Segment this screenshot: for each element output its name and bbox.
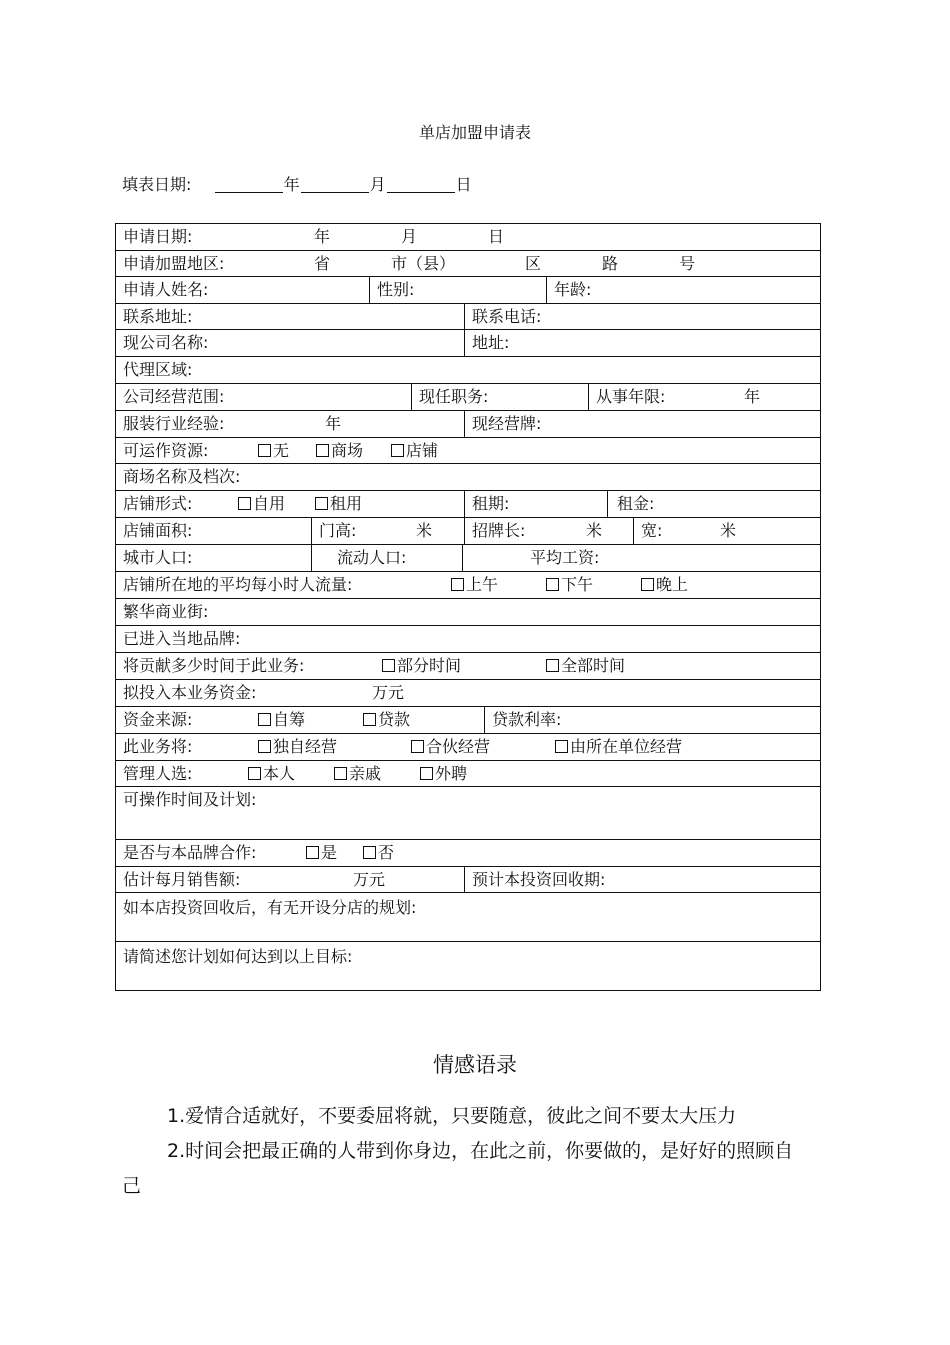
traffic-label: 店铺所在地的平均每小时人流量: [123, 575, 353, 594]
quote-item: 2.时间会把最正确的人带到你身边，在此之前，你要做的，是好好的照顾自己 [122, 1140, 794, 1197]
branch-label: 如本店投资回收后，有无开设分店的规划: [123, 898, 417, 917]
fund-loan-label: 贷款 [378, 710, 411, 729]
checkbox[interactable] [641, 578, 654, 591]
resources-label: 可运作资源: [123, 441, 209, 460]
store-form-label: 店铺形式: [123, 494, 193, 513]
brand-field[interactable] [464, 411, 820, 438]
row-population [116, 544, 820, 572]
width-label: 宽: [641, 521, 663, 540]
area-field[interactable] [116, 518, 311, 545]
checkbox[interactable] [363, 846, 376, 859]
sales-field[interactable] [116, 867, 464, 893]
operation-partner-label: 合伙经营 [426, 737, 491, 756]
years-field[interactable] [588, 384, 820, 411]
brands-field[interactable] [116, 626, 820, 653]
payback-label: 预计本投资回收期: [472, 870, 606, 889]
rate-label: 贷款利率: [492, 710, 562, 729]
row-cooperate [116, 839, 820, 867]
sales-unit: 万元 [353, 870, 386, 889]
row-time [116, 652, 820, 680]
apply-year: 年 [314, 227, 331, 246]
resource-store-label: 店铺 [406, 441, 439, 460]
cooperate-field [116, 840, 820, 867]
row-agent-area [116, 356, 820, 384]
store-own-label: 自用 [253, 494, 286, 513]
row-applicant [116, 276, 820, 304]
fill-day-unit: 日 [455, 175, 472, 194]
checkbox[interactable] [420, 767, 433, 780]
company-name-label: 现公司名称: [123, 333, 209, 352]
rent-label: 租金: [617, 494, 655, 513]
mall-field[interactable] [116, 464, 820, 491]
sign-unit: 米 [586, 521, 603, 540]
checkbox[interactable] [258, 740, 271, 753]
cooperate-option-no[interactable] [363, 840, 394, 866]
row-store-size [116, 517, 820, 545]
traffic-morning-label: 上午 [466, 575, 499, 594]
checkbox[interactable] [258, 713, 271, 726]
years-unit: 年 [744, 387, 761, 406]
application-form [115, 223, 821, 991]
brands-label: 已进入当地品牌: [123, 629, 241, 648]
traffic-option-evening[interactable] [641, 572, 688, 598]
form-title: 单店加盟申请表 [418, 123, 531, 142]
traffic-afternoon-label: 下午 [561, 575, 594, 594]
checkbox[interactable] [306, 846, 319, 859]
plan-field[interactable] [116, 787, 820, 840]
fill-month-input[interactable] [301, 178, 369, 193]
row-store-form [116, 490, 820, 518]
traffic-option-afternoon[interactable] [546, 572, 593, 598]
position-field[interactable] [411, 384, 588, 411]
row-traffic [116, 571, 820, 599]
operation-option-unit[interactable] [555, 734, 682, 760]
resource-option-mall[interactable] [316, 438, 363, 464]
phone-field[interactable] [464, 304, 820, 330]
gender-label: 性别: [377, 280, 415, 299]
fund-self-label: 自筹 [273, 710, 306, 729]
fill-date [122, 172, 472, 195]
manager-field [116, 761, 820, 787]
salary-field[interactable] [462, 545, 820, 572]
store-option-own[interactable] [238, 491, 285, 517]
rent-field[interactable] [607, 491, 820, 518]
region-city: 市（县） [391, 254, 456, 273]
row-goal [116, 941, 820, 991]
operation-option-partner[interactable] [411, 734, 490, 760]
region-road: 路 [602, 254, 619, 273]
age-label: 年龄: [554, 280, 592, 299]
manager-option-relative[interactable] [334, 761, 381, 787]
fund-option-loan[interactable] [363, 707, 410, 733]
sign-field[interactable] [464, 518, 633, 545]
company-name-field[interactable] [116, 330, 464, 357]
checkbox[interactable] [546, 578, 559, 591]
payback-field[interactable] [464, 867, 820, 893]
name-label: 申请人姓名: [123, 280, 209, 299]
time-label: 将贡献多少时间于此业务: [123, 656, 305, 675]
floating-pop-field[interactable] [311, 545, 462, 572]
time-full-label: 全部时间 [561, 656, 626, 675]
traffic-evening-label: 晚上 [656, 575, 689, 594]
investment-label: 拟投入本业务资金: [123, 683, 257, 702]
row-plan [116, 786, 820, 840]
time-option-part[interactable] [382, 653, 461, 679]
floating-pop-label: 流动人口: [337, 548, 407, 567]
checkbox[interactable] [334, 767, 347, 780]
operation-option-alone[interactable] [258, 734, 337, 760]
row-region [116, 250, 820, 277]
width-unit: 米 [720, 521, 737, 540]
resource-option-store[interactable] [391, 438, 438, 464]
age-field[interactable] [546, 277, 820, 304]
fill-day-input[interactable] [387, 178, 455, 193]
fund-option-self[interactable] [258, 707, 305, 733]
time-part-label: 部分时间 [397, 656, 462, 675]
row-experience [116, 410, 820, 438]
manager-hire-label: 外聘 [435, 764, 468, 783]
resource-mall-label: 商场 [331, 441, 364, 460]
scope-label: 公司经营范围: [123, 387, 225, 406]
store-rent-label: 租用 [330, 494, 363, 513]
checkbox[interactable] [382, 659, 395, 672]
time-field [116, 653, 820, 680]
fill-year-unit: 年 [283, 175, 300, 194]
goal-label: 请简述您计划如何达到以上目标: [123, 947, 353, 966]
row-mall [116, 463, 820, 491]
row-branch [116, 892, 820, 942]
salary-label: 平均工资: [530, 548, 600, 567]
time-option-full[interactable] [546, 653, 625, 679]
region-province: 省 [314, 254, 331, 273]
agent-area-field[interactable] [116, 357, 820, 384]
row-sales [116, 866, 820, 893]
experience-field[interactable] [116, 411, 464, 438]
investment-unit: 万元 [372, 683, 405, 702]
name-field[interactable] [116, 277, 369, 304]
row-fund [116, 706, 820, 734]
checkbox[interactable] [546, 659, 559, 672]
row-brands [116, 625, 820, 653]
region-label: 申请加盟地区: [123, 254, 225, 273]
manager-self-label: 本人 [263, 764, 296, 783]
operation-unit-label: 由所在单位经营 [570, 737, 683, 756]
row-street [116, 598, 820, 626]
area-label: 店铺面积: [123, 521, 193, 540]
door-field[interactable] [311, 518, 464, 545]
experience-label: 服装行业经验: [123, 414, 225, 433]
manager-relative-label: 亲戚 [349, 764, 382, 783]
operation-alone-label: 独自经营 [273, 737, 338, 756]
region-field[interactable] [116, 251, 820, 277]
resource-option-none[interactable] [258, 438, 289, 464]
checkbox[interactable] [248, 767, 261, 780]
apply-month: 月 [401, 227, 418, 246]
years-label: 从事年限: [596, 387, 666, 406]
cooperate-label: 是否与本品牌合作: [123, 843, 257, 862]
street-field[interactable] [116, 599, 820, 626]
checkbox[interactable] [555, 740, 568, 753]
contact-address-label: 联系地址: [123, 307, 193, 326]
scope-field[interactable] [116, 384, 411, 411]
brand-label: 现经营牌: [472, 414, 542, 433]
resources-field [116, 438, 820, 464]
agent-area-label: 代理区域: [123, 360, 193, 379]
row-business [116, 383, 820, 411]
investment-field[interactable] [116, 680, 820, 707]
checkbox[interactable] [363, 713, 376, 726]
company-address-field[interactable] [464, 330, 820, 357]
manager-option-self[interactable] [248, 761, 295, 787]
term-field[interactable] [464, 491, 607, 518]
region-district: 区 [525, 254, 542, 273]
rate-field[interactable] [484, 707, 820, 734]
row-apply-date [116, 224, 820, 250]
row-manager [116, 760, 820, 787]
manager-label: 管理人选: [123, 764, 193, 783]
checkbox[interactable] [391, 444, 404, 457]
checkbox[interactable] [258, 444, 271, 457]
traffic-option-morning[interactable] [451, 572, 498, 598]
quote-item: 1.爱情合适就好，不要委屈将就，只要随意，彼此之间不要太大压力 [167, 1105, 737, 1127]
row-investment [116, 679, 820, 707]
checkbox[interactable] [315, 497, 328, 510]
operation-label: 此业务将: [123, 737, 193, 756]
row-operation [116, 733, 820, 761]
row-contact [116, 303, 820, 330]
fund-label: 资金来源: [123, 710, 193, 729]
resource-none-label: 无 [273, 441, 290, 460]
door-label: 门高: [319, 521, 357, 540]
row-resources [116, 437, 820, 464]
city-pop-field[interactable] [116, 545, 311, 572]
position-label: 现任职务: [419, 387, 489, 406]
company-address-label: 地址: [472, 333, 510, 352]
checkbox[interactable] [238, 497, 251, 510]
checkbox[interactable] [316, 444, 329, 457]
cooperate-no-label: 否 [378, 843, 395, 862]
plan-label: 可操作时间及计划: [123, 790, 257, 809]
mall-label: 商场名称及档次: [123, 467, 241, 486]
goal-field[interactable] [116, 942, 820, 991]
checkbox[interactable] [451, 578, 464, 591]
sales-label: 估计每月销售额: [123, 870, 241, 889]
cooperate-option-yes[interactable] [306, 840, 337, 866]
fill-year-input[interactable] [215, 178, 283, 193]
sign-label: 招牌长: [472, 521, 526, 540]
phone-label: 联系电话: [472, 307, 542, 326]
term-label: 租期: [472, 494, 510, 513]
apply-date-label: 申请日期: [123, 227, 193, 246]
street-label: 繁华商业街: [123, 602, 209, 621]
fill-month-unit: 月 [369, 175, 386, 194]
cooperate-yes-label: 是 [321, 843, 338, 862]
experience-unit: 年 [325, 414, 342, 433]
apply-day: 日 [488, 227, 505, 246]
store-option-rent[interactable] [315, 491, 362, 517]
fill-date-label: 填表日期: [122, 175, 192, 194]
gender-field[interactable] [369, 277, 546, 304]
city-pop-label: 城市人口: [123, 548, 193, 567]
branch-field[interactable] [116, 893, 820, 942]
contact-address-field[interactable] [116, 304, 464, 330]
store-form-field [116, 491, 464, 518]
door-unit: 米 [416, 521, 433, 540]
apply-date-field[interactable] [116, 224, 820, 250]
manager-option-hire[interactable] [420, 761, 467, 787]
row-company [116, 329, 820, 357]
region-number: 号 [679, 254, 696, 273]
quotes-title: 情感语录 [433, 1053, 517, 1077]
checkbox[interactable] [411, 740, 424, 753]
